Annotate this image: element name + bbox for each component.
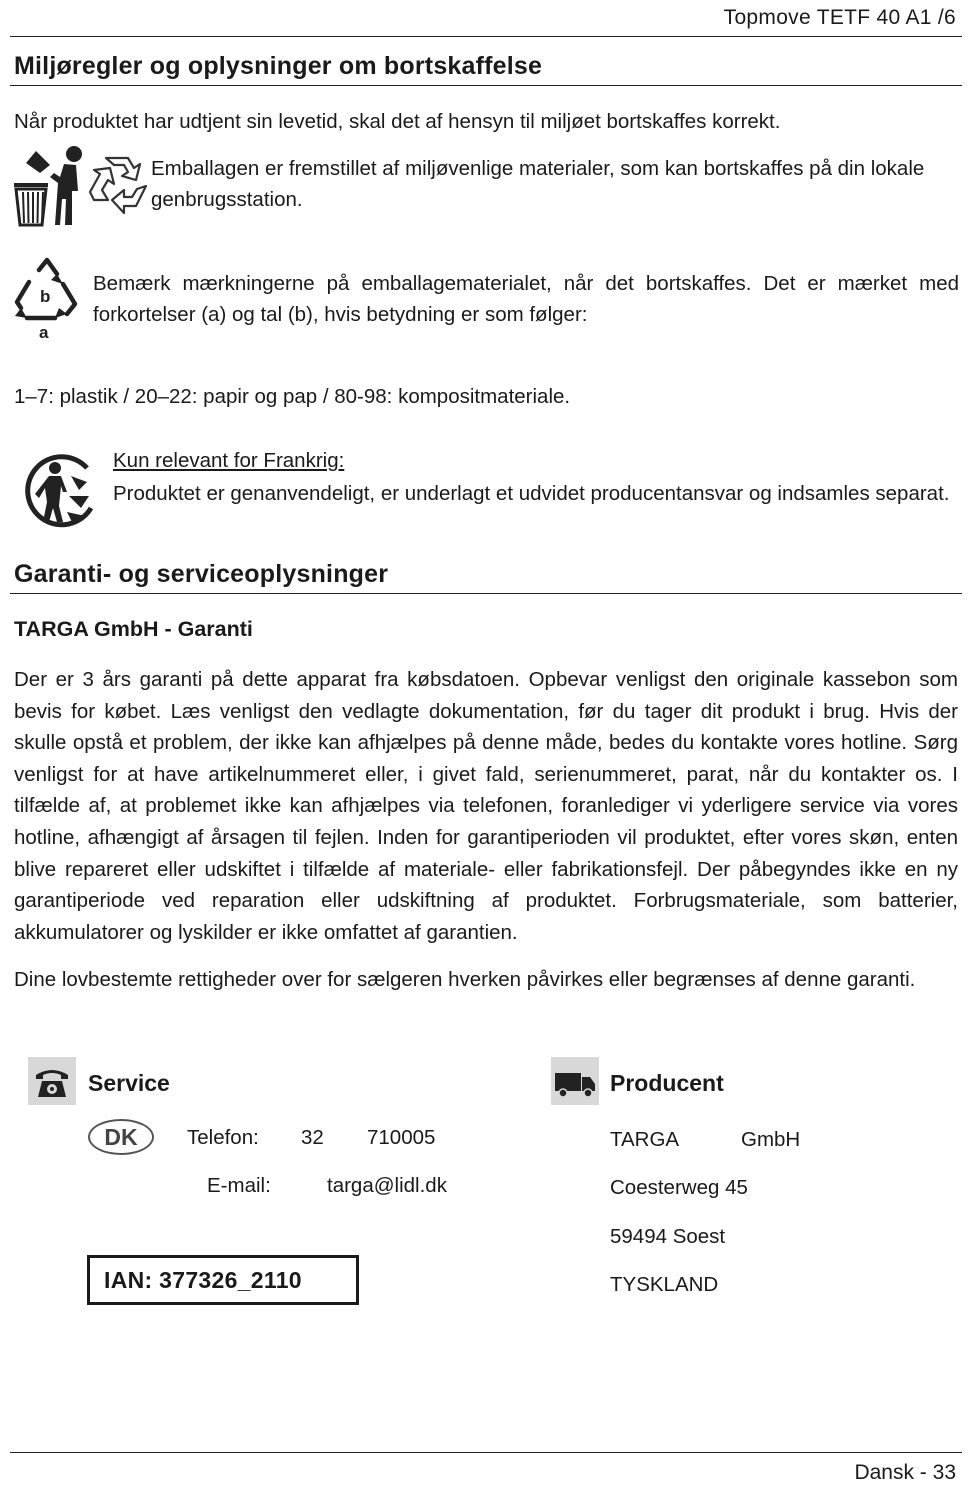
warranty-subheading: TARGA GmbH - Garanti <box>14 617 253 641</box>
warranty-paragraph-1: Der er 3 års garanti på dette apparat fra købsdatoen. Opbevar venligst den originale kassebon som bevis for købet. Læs venligst den vedlagte dokumentation, før du tager dit produkt i brug. Hvis der skulle opstå et problem, der ikke kan afhjælpes på denne måde, bedes du kontakte vores hotline. Sørg venligst for at have artikelnummeret eller, i givet fald, serienummeret, parat, når du kontakter os. I tilfælde af, at problemet ikke kan afhjælpes via telefonen, foranlediger vi yderligere service via vores hotline, afhængigt af årsagen til fejlen. Inden for garantiperioden vil produktet, efter vores skøn, enten blive repareret eller udskiftet i tilfælde af materiale- eller fabrikationsfejl. Der påbegyndes ikke en ny garantiperiode ved reparation eller udskiftning af produktet. Forbrugsmateriale, som batterier, akkumulatorer og lyskilder er ikke omfattet af garantien. <box>14 668 958 944</box>
env-heading-rule <box>10 85 962 86</box>
producer-street: Coesterweg 45 <box>610 1176 748 1199</box>
telephone-icon <box>28 1057 76 1105</box>
page-number: Dansk - 33 <box>854 1461 956 1484</box>
waste-bin-person-icon <box>12 143 82 229</box>
email-value: targa@lidl.dk <box>327 1174 447 1197</box>
env-intro-text: Når produktet har udtjent sin levetid, skal det af hensyn til miljøet bortskaffes korrekt. <box>14 110 781 133</box>
ian-box: IAN: 377326_2110 <box>87 1255 359 1305</box>
footer-rule <box>10 1452 962 1453</box>
material-codes-line: 1–7: plastik / 20–22: papir og pap / 80-98: kompositmateriale. <box>14 385 571 408</box>
producer-country: TYSKLAND <box>610 1273 719 1296</box>
recycling-code-text: Bemærk mærkningerne på emballagematerialet, når det bortskaffes. Det er mærket med forkortelser (a) og tal (b), hvis betydning er som følger: <box>93 272 959 326</box>
warranty-section-heading: Garanti- og serviceoplysninger <box>14 560 389 588</box>
env-section-heading: Miljøregler og oplysninger om bortskaffelse <box>14 52 543 80</box>
service-heading: Service <box>88 1070 170 1096</box>
triman-icon <box>17 446 103 532</box>
warranty-heading-rule <box>10 593 962 594</box>
producer-name-part2: GmbH <box>741 1128 801 1151</box>
recycle-label-b: b <box>40 287 51 306</box>
phone-number-part1: 32 <box>301 1126 324 1149</box>
producer-heading: Producent <box>610 1070 724 1096</box>
recycle-arrows-icon <box>84 152 150 218</box>
phone-label: Telefon: <box>187 1126 259 1149</box>
packaging-text: Emballagen er fremstillet af miljøvenlige materialer, som kan bortskaffes på din lokale genbrugsstation. <box>151 157 925 211</box>
country-code-badge: DK <box>88 1119 154 1155</box>
producer-name-part1: TARGA <box>610 1128 680 1151</box>
truck-icon <box>551 1057 599 1105</box>
producer-city: 59494 Soest <box>610 1225 726 1248</box>
france-heading: Kun relevant for Frankrig: <box>113 449 345 472</box>
header-rule <box>10 36 962 37</box>
document-header: Topmove TETF 40 A1 /6 <box>723 6 956 29</box>
recycle-label-a: a <box>39 323 49 342</box>
recycling-code-icon <box>11 256 83 342</box>
france-text: Produktet er genanvendeligt, er underlagt et udvidet producentansvar og indsamles separat. <box>113 482 950 505</box>
phone-number-part2: 710005 <box>367 1126 436 1149</box>
email-label: E-mail: <box>207 1174 271 1197</box>
warranty-paragraph-2: Dine lovbestemte rettigheder over for sælgeren hverken påvirkes eller begrænses af denne garanti. <box>14 968 916 991</box>
